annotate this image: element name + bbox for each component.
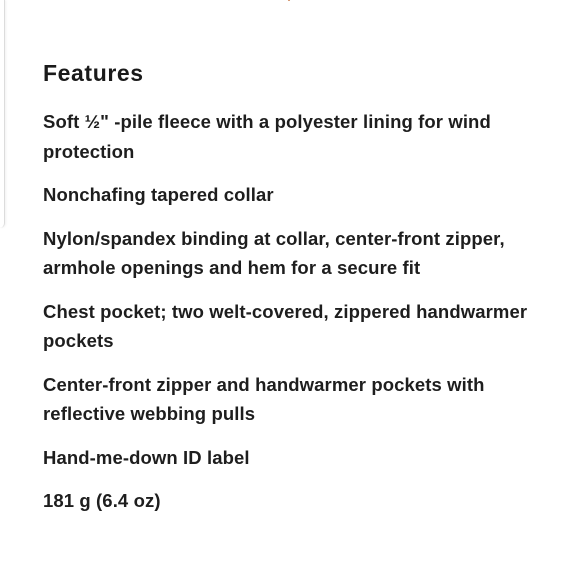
feature-item: Nylon/spandex binding at collar, center-front zipper, armhole openings and hem for a secure fit: [43, 227, 505, 278]
section-title: Features: [43, 60, 144, 86]
features-section: [43, 58, 543, 530]
feature-item: 181 g (6.4 oz): [43, 490, 161, 511]
feature-item: Center-front zipper and handwarmer pockets with reflective webbing pulls: [43, 373, 485, 424]
features-list: [43, 107, 543, 516]
chevron-down-icon[interactable]: [282, 0, 296, 4]
feature-item: Hand-me-down ID label: [43, 446, 250, 468]
panel-edge: [0, 0, 5, 228]
feature-item: Chest pocket; two welt-covered, zippered handwarmer pockets: [43, 300, 528, 351]
feature-item: Nonchafing tapered collar: [43, 184, 274, 205]
feature-item: Soft ½" -pile fleece with a polyester lining for wind protection: [43, 111, 491, 162]
